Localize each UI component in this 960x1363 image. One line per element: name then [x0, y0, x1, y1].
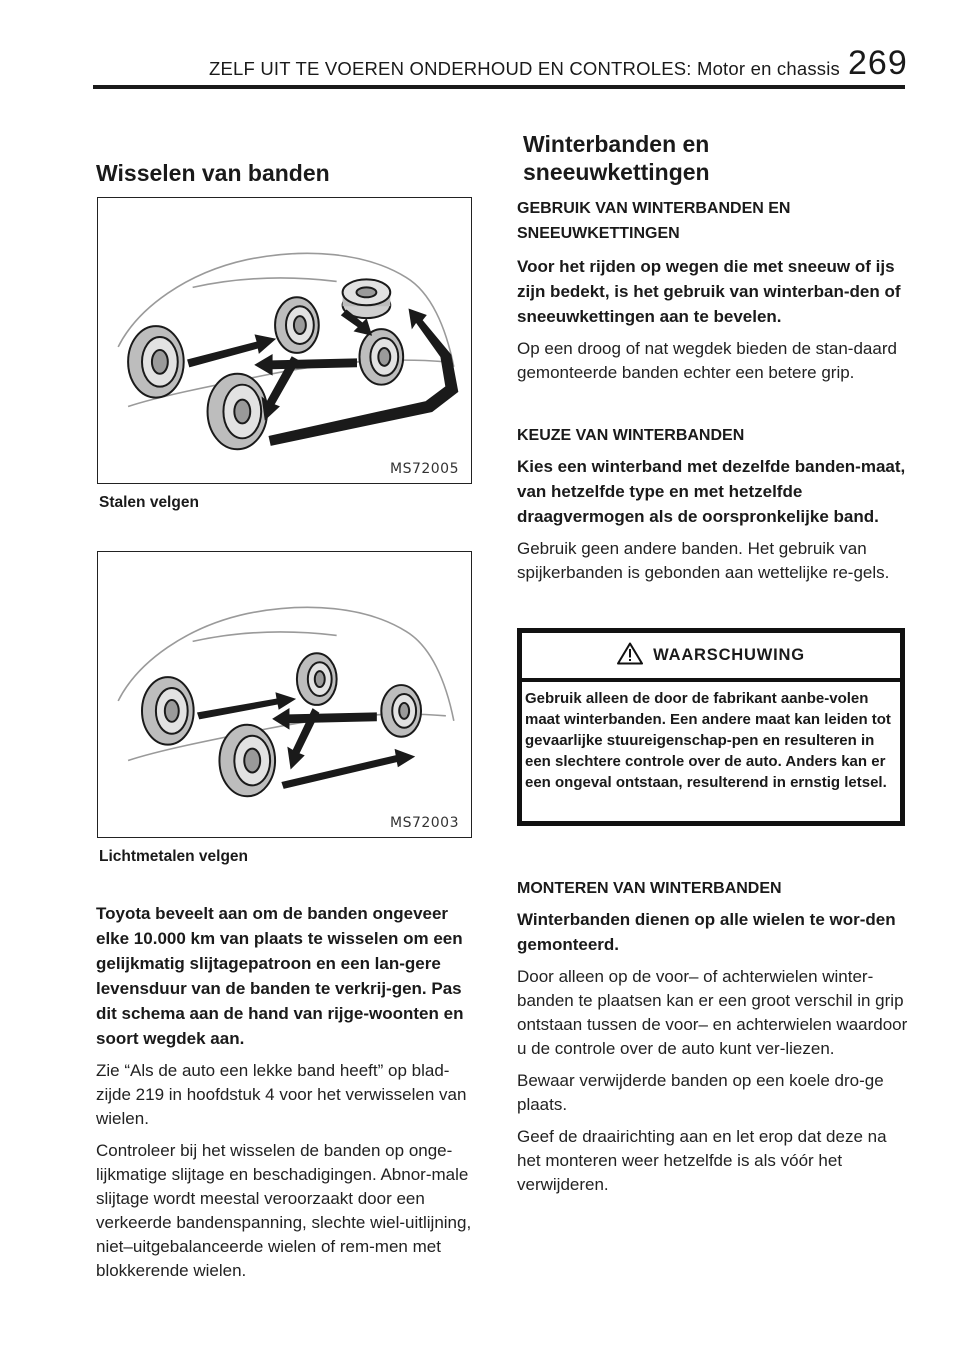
section-title-tire-rotation: Wisselen van banden [96, 160, 330, 186]
front-right-wheel [297, 653, 337, 705]
mounting-text1: Door alleen op de voor– of achterwielen winter-banden te plaatsen kan er een groot verschil in grip ontstaan tussen de voor– en achterwielen waardoor u de controle over de auto kunt ver-liezen. [517, 967, 908, 1058]
warning-box [517, 628, 905, 826]
usage-text: Op een droog of nat wegdek bieden de stan-daard gemonteerde banden echter een betere grip. [517, 339, 897, 382]
subhead-choice: KEUZE VAN WINTERBANDEN [517, 427, 745, 444]
choice-bold: Kies een winterband met dezelfde banden-maat, van hetzelfde type en met hetzelfde draagvermogen als de oorspronkelijke band. [517, 457, 906, 526]
mounting-text3: Geef de draairichting aan en let erop dat deze na het monteren weer hetzelfde is als vóór het verwijderen. [517, 1127, 887, 1194]
front-left-wheel [142, 677, 194, 745]
mounting-text2: Bewaar verwijderde banden op een koele dro-ge plaats. [517, 1071, 884, 1114]
section-title-winter-line2: sneeuwkettingen [523, 159, 710, 185]
page-number: 269 [848, 44, 908, 82]
warning-triangle-icon [617, 642, 643, 670]
usage-bold: Voor het rijden op wegen die met sneeuw of ijs zijn bedekt, is het gebruik van winterban-den of sneeuwkettingen aan te bevelen. [517, 257, 901, 326]
rotation-recommendation: Toyota beveelt aan om de banden ongeveer elke 10.000 km van plaats te wisselen om een gelijkmatig slijtagepatroon en een lan-gere levensduur van de banden te verkrij-gen. Pas dit schema aan de hand van rijge-woonten en soort wegdek aan. [96, 904, 464, 1048]
front-left-wheel [128, 326, 184, 397]
tire-rotation-illustration [98, 552, 471, 837]
warning-text: Gebruik alleen de door de fabrikant aanbe-volen maat winterbanden. Een andere maat kan leiden tot gevaarlijke stuureigenschap-pen en resulteren in een slechtere controle over de auto. Anders kan er een ongeval ontstaan, resulterend in ernstig letsel. [525, 690, 891, 791]
running-header: ZELF UIT TE VOEREN ONDERHOUD EN CONTROLES: Motor en chassis [209, 58, 840, 79]
subhead-usage: GEBRUIK VAN WINTERBANDEN EN SNEEUWKETTINGEN [517, 200, 791, 242]
mounting-bold: Winterbanden dienen op alle wielen te wor-den gemonteerd. [517, 910, 896, 954]
figure-alloy-rims [97, 551, 472, 838]
rotation-inspection: Controleer bij het wisselen de banden op onge-lijkmatige slijtage en beschadigingen. Abnor-male slijtage wordt meestal veroorzaakt door een verkeerde bandenspanning, slechte wiel-uitlijning, niet–uitgebalanceerde wielen of rem-men met blokkerende wielen. [96, 1141, 472, 1280]
left-body [96, 901, 480, 1283]
figure-code: MS72005 [389, 461, 459, 477]
rear-left-wheel [219, 725, 275, 796]
right-column [517, 130, 909, 585]
header-rule [93, 85, 905, 89]
rear-left-wheel [208, 374, 268, 449]
figure-code: MS72003 [389, 815, 459, 831]
rear-right-wheel [359, 329, 403, 385]
front-right-wheel [275, 297, 319, 353]
right-lower [517, 876, 909, 1197]
figure-caption-steel: Stalen velgen [99, 494, 199, 511]
figure-caption-alloy: Lichtmetalen velgen [99, 848, 249, 865]
tire-rotation-illustration [98, 198, 471, 483]
rotation-reference: Zie “Als de auto een lekke band heeft” op blad-zijde 219 in hoofdstuk 4 voor het verwisselen van wielen. [96, 1061, 467, 1128]
choice-text: Gebruik geen andere banden. Het gebruik van spijkerbanden is gebonden aan wettelijke re-gels. [517, 539, 890, 582]
figure-steel-rims [97, 197, 472, 484]
rear-right-wheel [381, 685, 421, 737]
warning-title: WAARSCHUWING [653, 646, 805, 664]
section-title-winter-line1: Winterbanden en [523, 131, 710, 157]
warning-header [522, 633, 900, 682]
subhead-mounting: MONTEREN VAN WINTERBANDEN [517, 880, 782, 897]
